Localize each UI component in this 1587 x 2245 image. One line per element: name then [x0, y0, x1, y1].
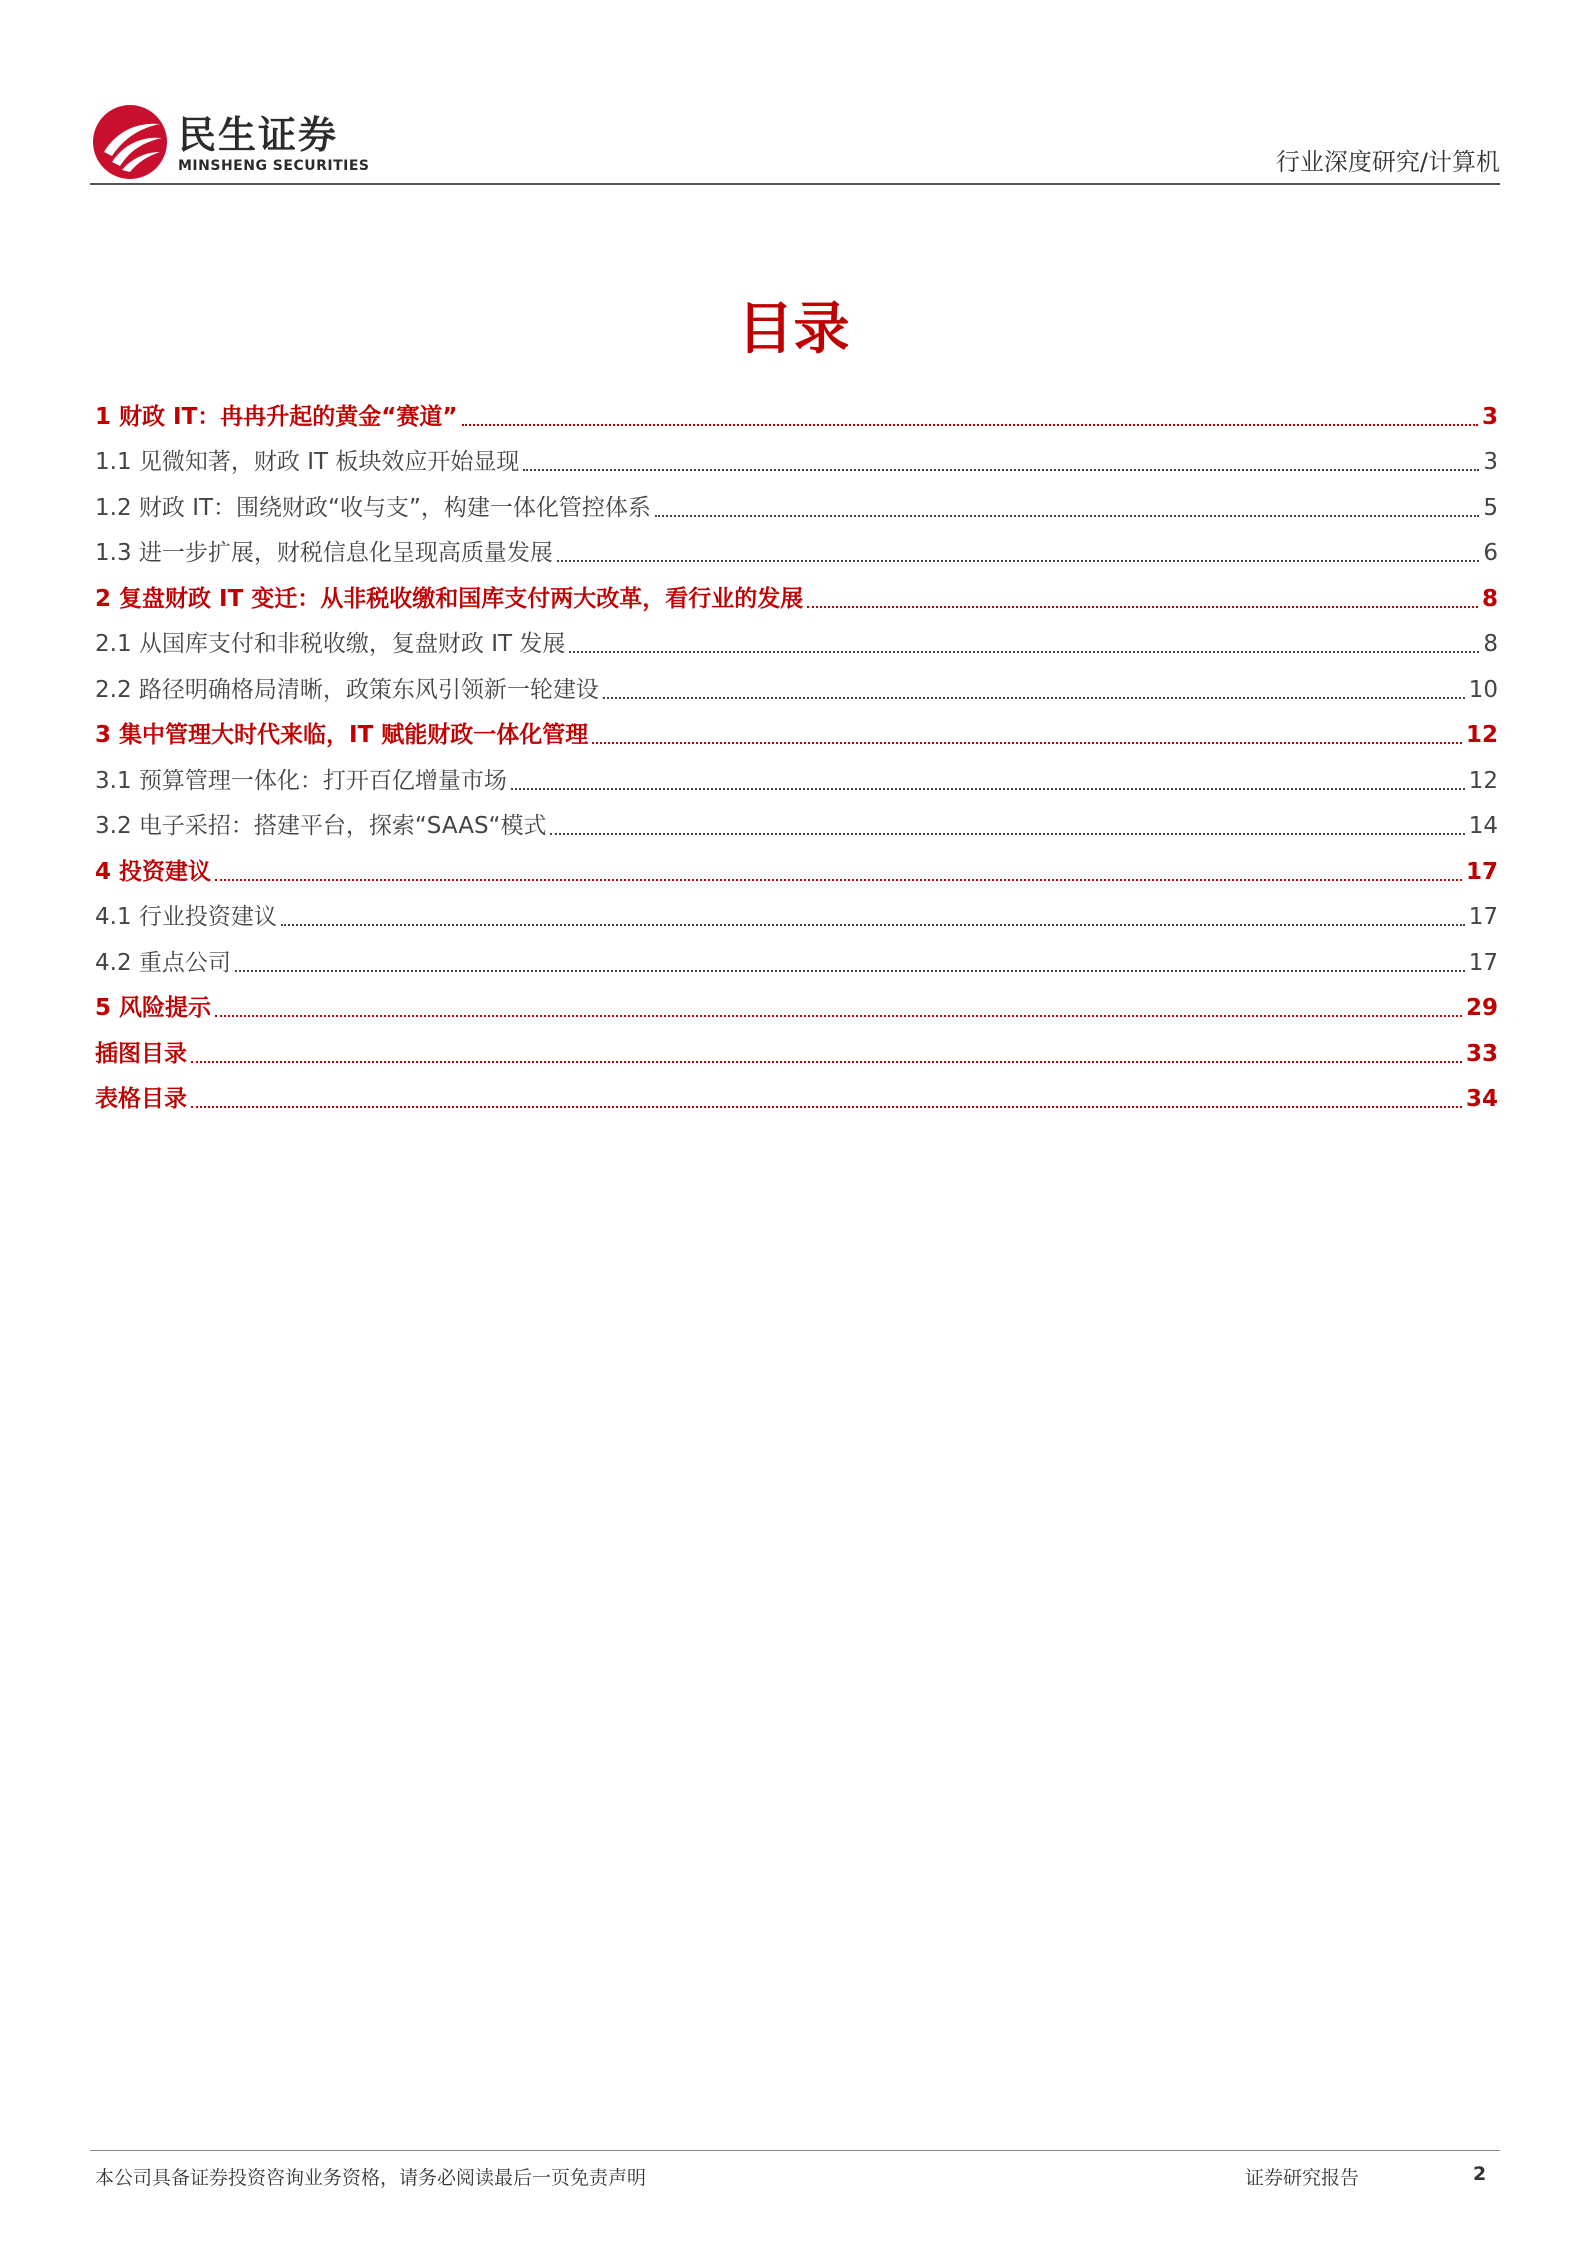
toc-entry-title: 1.1 见微知著，财政 IT 板块效应开始显现 [95, 449, 520, 476]
toc-dot-leader [191, 1106, 1462, 1108]
toc-entry[interactable] [95, 477, 1498, 523]
toc-entry-page: 12 [1468, 767, 1498, 794]
toc-entry[interactable] [95, 796, 1498, 842]
toc-entry[interactable] [95, 432, 1498, 478]
minsheng-logo-icon [90, 102, 170, 182]
toc-dot-leader [807, 606, 1478, 608]
toc-entry-title: 1.3 进一步扩展，财税信息化呈现高质量发展 [95, 540, 553, 567]
toc-entry-page: 5 [1483, 494, 1498, 521]
toc-entry-page: 14 [1468, 813, 1498, 840]
toc-entry[interactable] [95, 750, 1498, 796]
toc-entry-page: 17 [1465, 858, 1498, 885]
toc-entry[interactable] [95, 841, 1498, 887]
toc-dot-leader [523, 469, 1479, 471]
toc-dot-leader [281, 924, 1465, 926]
footer-doc-type: 证券研究报告 [1245, 2167, 1360, 2189]
toc-entry-title: 2.1 从国库支付和非税收缴，复盘财政 IT 发展 [95, 631, 566, 658]
toc-dot-leader [215, 1015, 1462, 1017]
toc-entry-page: 33 [1465, 1040, 1498, 1067]
toc-entry[interactable] [95, 1069, 1498, 1115]
toc-dot-leader [655, 515, 1479, 517]
toc-entry-page: 12 [1465, 722, 1498, 749]
toc-dot-leader [603, 697, 1465, 699]
toc-dot-leader [550, 833, 1464, 835]
toc-entry-page: 3 [1483, 449, 1498, 476]
footer-disclaimer: 本公司具备证券投资咨询业务资格，请务必阅读最后一页免责声明 [95, 2167, 647, 2189]
toc-entry-title: 4.2 重点公司 [95, 949, 231, 976]
table-of-contents [95, 386, 1498, 1114]
toc-entry-title: 3 集中管理大时代来临，IT 赋能财政一体化管理 [95, 722, 589, 749]
toc-entry-page: 3 [1481, 403, 1498, 430]
footer-page-number: 2 [1473, 2163, 1487, 2185]
toc-entry[interactable] [95, 659, 1498, 705]
toc-entry-page: 10 [1468, 676, 1498, 703]
footer-divider [90, 2150, 1500, 2151]
toc-entry-title: 2 复盘财政 IT 变迁：从非税收缴和国库支付两大改革，看行业的发展 [95, 585, 804, 612]
toc-entry[interactable] [95, 932, 1498, 978]
toc-entry-title: 5 风险提示 [95, 995, 212, 1022]
page-header [90, 80, 1500, 180]
toc-entry[interactable] [95, 705, 1498, 751]
toc-entry-page: 8 [1483, 631, 1498, 658]
toc-entry-page: 8 [1481, 585, 1498, 612]
toc-entry-page: 17 [1468, 949, 1498, 976]
toc-entry-title: 2.2 路径明确格局清晰，政策东风引领新一轮建设 [95, 676, 599, 703]
toc-entry-title: 1.2 财政 IT：围绕财政“收与支”，构建一体化管控体系 [95, 494, 651, 521]
toc-dot-leader [557, 560, 1479, 562]
toc-entry[interactable] [95, 386, 1498, 432]
toc-entry-page: 6 [1483, 540, 1498, 567]
toc-entry-page: 29 [1465, 995, 1498, 1022]
toc-entry[interactable] [95, 1023, 1498, 1069]
toc-entry[interactable] [95, 978, 1498, 1024]
toc-entry-title: 插图目录 [95, 1040, 187, 1067]
toc-entry-page: 17 [1468, 904, 1498, 931]
header-divider [90, 183, 1500, 185]
toc-entry-title: 4 投资建议 [95, 858, 212, 885]
toc-dot-leader [592, 742, 1462, 744]
toc-entry-title: 4.1 行业投资建议 [95, 904, 277, 931]
toc-dot-leader [511, 788, 1465, 790]
toc-dot-leader [462, 424, 1478, 426]
toc-dot-leader [215, 879, 1462, 881]
report-category: 行业深度研究/计算机 [1275, 148, 1500, 176]
toc-entry-title: 3.1 预算管理一体化：打开百亿增量市场 [95, 767, 507, 794]
toc-dot-leader [569, 651, 1479, 653]
toc-entry[interactable] [95, 568, 1498, 614]
toc-entry[interactable] [95, 887, 1498, 933]
logo-text-en: MINSHENG SECURITIES [178, 158, 370, 174]
toc-entry[interactable] [95, 614, 1498, 660]
toc-entry-title: 表格目录 [95, 1086, 187, 1113]
toc-entry-title: 1 财政 IT：冉冉升起的黄金“赛道” [95, 403, 458, 430]
logo-text-cn: 民生证券 [178, 113, 339, 157]
company-logo [90, 94, 390, 178]
page-title: 目录 [737, 297, 850, 362]
toc-entry-title: 3.2 电子采招：搭建平台，探索“SAAS“模式 [95, 813, 547, 840]
toc-dot-leader [191, 1061, 1462, 1063]
toc-dot-leader [235, 970, 1465, 972]
toc-entry-page: 34 [1465, 1086, 1498, 1113]
toc-entry[interactable] [95, 523, 1498, 569]
